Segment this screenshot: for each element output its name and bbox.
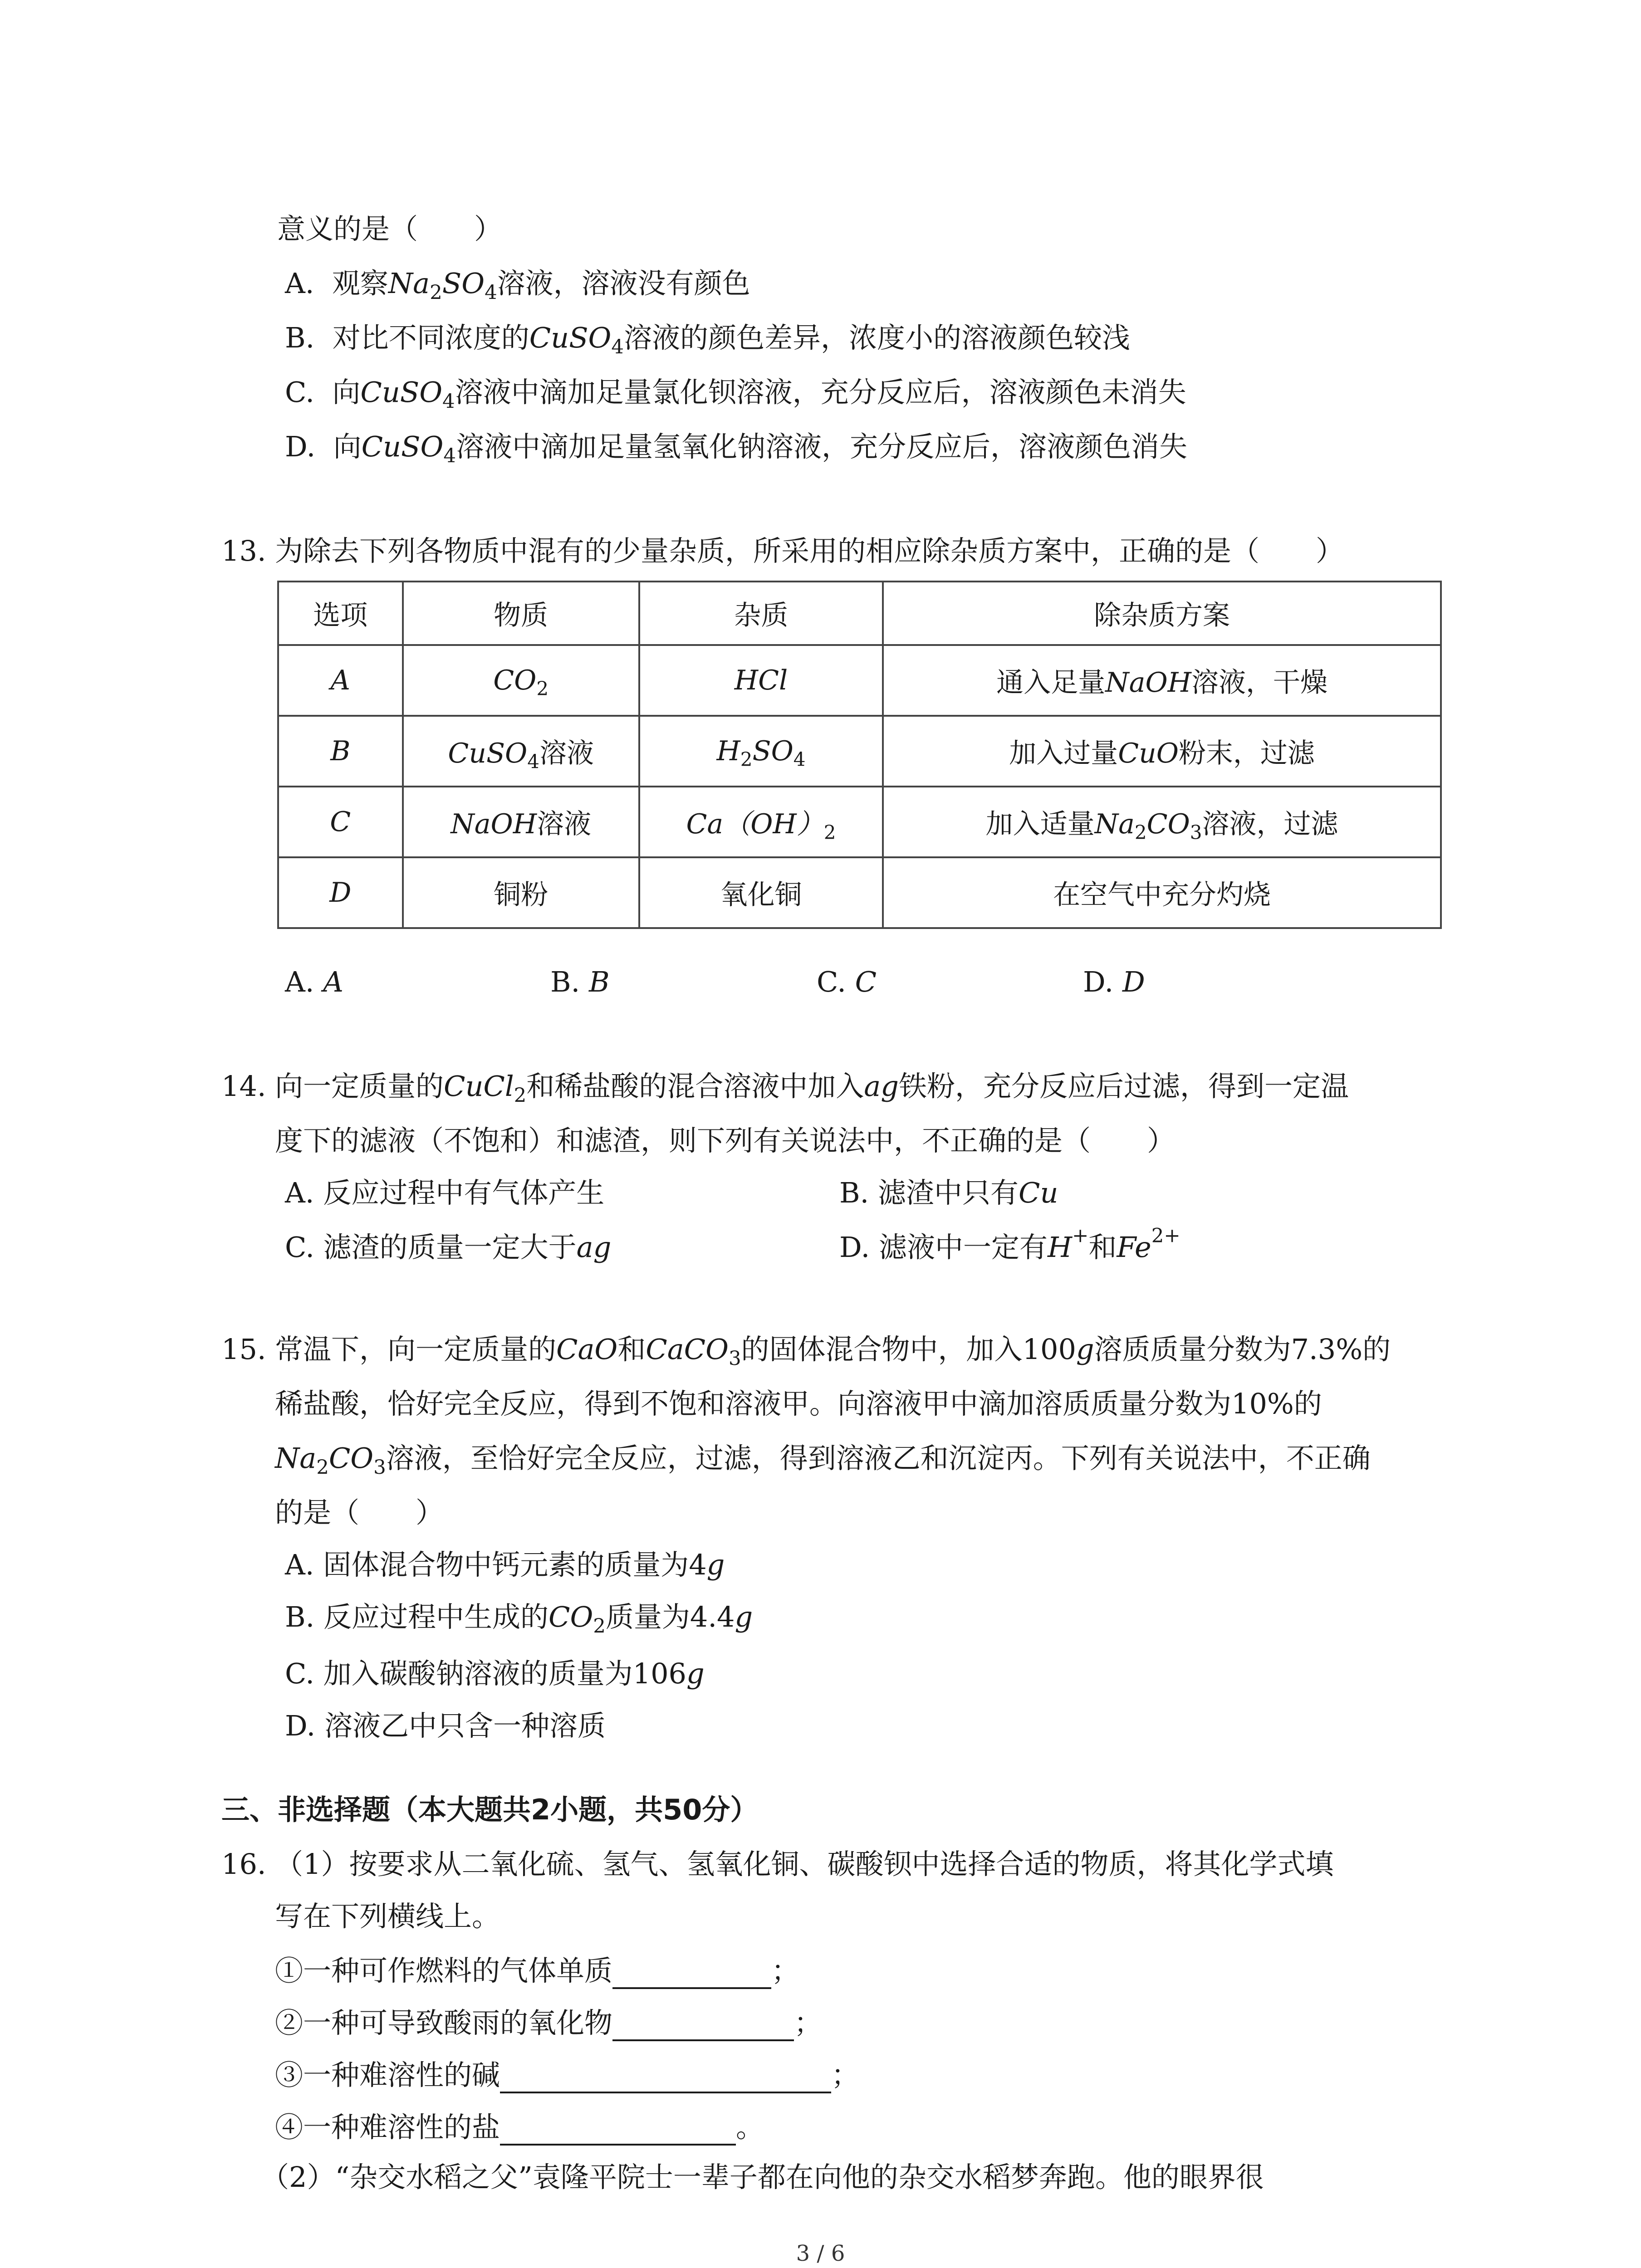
subscript: 4 bbox=[442, 390, 455, 413]
q15-option-c[interactable]: C. 加入碳酸钠溶液的质量为106g bbox=[285, 1657, 705, 1690]
cell-impurity: 氧化铜 bbox=[639, 857, 883, 928]
answer-blank[interactable] bbox=[612, 2014, 794, 2041]
q15-stem-line2: 稀盐酸，恰好完全反应，得到不饱和溶液甲。向溶液甲中滴加溶质质量分数为10%的 bbox=[275, 1387, 1322, 1420]
header-option: 选项 bbox=[278, 582, 403, 645]
cell-substance: $CO_2$ bbox=[403, 645, 639, 716]
option-letter: D. bbox=[285, 430, 316, 463]
table-header-row bbox=[278, 582, 1441, 645]
answer-blank[interactable] bbox=[500, 2066, 831, 2093]
cell-impurity: HCl bbox=[639, 645, 883, 716]
option-letter: C. bbox=[285, 376, 314, 409]
question-text: 为除去下列各物质中混有的少量杂质，所采用的相应除杂质方案中，正确的是（ ） bbox=[275, 534, 1344, 567]
q14-option-b[interactable]: B. 滤渣中只有Cu bbox=[839, 1176, 1058, 1209]
table-row bbox=[278, 716, 1441, 787]
header-plan: 除杂质方案 bbox=[883, 582, 1441, 645]
option-text: 反应过程中有气体产生 bbox=[323, 1176, 605, 1209]
cell-option: B bbox=[278, 716, 403, 787]
formula: CuSO bbox=[360, 376, 443, 409]
option-letter: B. bbox=[285, 1600, 315, 1633]
option-text: 对比不同浓度的 bbox=[332, 321, 529, 354]
q12-stem-tail: 意义的是（ ） bbox=[277, 212, 503, 245]
q15-stem-line1: 15. 常温下，向一定质量的CaO和CaCO$_3$的固体混合物中，加入100g溶质质量分数为7.3%的 bbox=[221, 1331, 1391, 1368]
option-text: 溶液中滴加足量氯化钡溶液，充分反应后，溶液颜色未消失 bbox=[455, 376, 1186, 409]
cell-plan: 在空气中充分灼烧 bbox=[883, 857, 1441, 928]
q13-stem bbox=[221, 533, 1344, 569]
table-row bbox=[278, 645, 1441, 716]
question-number: 16. bbox=[221, 1848, 266, 1881]
q14-option-c[interactable]: C. 滤渣的质量一定大于ag bbox=[285, 1231, 612, 1264]
section-heading: 三、非选择题（本大题共2小题，共50分） bbox=[221, 1793, 759, 1826]
option-text: 溶液中滴加足量氢氧化钠溶液，充分反应后，溶液颜色消失 bbox=[456, 430, 1187, 463]
option-letter: B. bbox=[839, 1176, 869, 1209]
q14-option-a[interactable] bbox=[285, 1175, 604, 1211]
q15-option-b[interactable]: B. 反应过程中生成的$CO_2$质量为4.4g bbox=[285, 1600, 753, 1638]
cell-impurity: $Ca(OH)_2$ bbox=[639, 787, 883, 857]
question-number: 15. bbox=[221, 1333, 266, 1366]
option-letter: A. bbox=[285, 965, 314, 998]
option-letter: A. bbox=[285, 1548, 314, 1581]
q13-answer-d[interactable] bbox=[1083, 964, 1145, 1000]
q16-item1: ①一种可作燃料的气体单质 ； bbox=[275, 1953, 799, 1989]
q16-item3: ③一种难溶性的碱 ； bbox=[275, 2057, 859, 2093]
q15-option-d[interactable] bbox=[285, 1708, 606, 1744]
cell-option: D bbox=[278, 857, 403, 928]
cell-plan: 加入过量CuO粉末，过滤 bbox=[883, 716, 1441, 787]
cell-plan: 通入足量NaOH溶液，干燥 bbox=[883, 645, 1441, 716]
q12-option-c[interactable] bbox=[285, 374, 1186, 411]
q14-stem-line2: 度下的滤液（不饱和）和滤渣，则下列有关说法中，不正确的是（ ） bbox=[275, 1124, 1176, 1157]
option-value: A bbox=[323, 965, 343, 998]
option-text: 溶液的颜色差异，浓度小的溶液颜色较浅 bbox=[624, 321, 1131, 354]
subscript: 4 bbox=[485, 281, 497, 304]
q14-option-d[interactable]: D. 滤液中一定有H+和$Fe^{2+}$ bbox=[839, 1224, 1181, 1264]
q15-stem-line3: $Na_2CO_3$溶液，至恰好完全反应，过滤，得到溶液乙和沉淀丙。下列有关说法中，不正确 bbox=[275, 1442, 1371, 1479]
answer-blank[interactable] bbox=[500, 2118, 736, 2146]
page-number: 3 / 6 bbox=[796, 2241, 845, 2266]
option-text: 向 bbox=[332, 376, 361, 409]
q12-option-d[interactable] bbox=[285, 429, 1187, 468]
q16-line2: 写在下列横线上。 bbox=[275, 1900, 500, 1933]
question-number: 14. bbox=[221, 1070, 266, 1103]
table-row bbox=[278, 857, 1441, 928]
cell-substance: 铜粉 bbox=[403, 857, 639, 928]
q16-item4: ④一种难溶性的盐 。 bbox=[275, 2109, 764, 2146]
formula: CuSO bbox=[361, 430, 444, 463]
q16-line1: 16. （1）按要求从二氧化硫、氢气、氢氧化铜、碳酸钡中选择合适的物质，将其化学式填 bbox=[221, 1846, 1333, 1882]
cell-option: A bbox=[278, 645, 403, 716]
q12-option-b[interactable] bbox=[285, 320, 1131, 359]
cell-substance: CuSO$_4$溶液 bbox=[403, 716, 639, 787]
option-letter: D. bbox=[285, 1709, 316, 1742]
formula: CuSO bbox=[529, 321, 612, 354]
option-text: 观察 bbox=[332, 267, 388, 300]
formula: SO bbox=[442, 267, 485, 300]
option-letter: B. bbox=[550, 965, 580, 998]
q13-answer-b[interactable] bbox=[550, 964, 610, 1000]
header-impurity: 杂质 bbox=[639, 582, 883, 645]
option-value: B bbox=[589, 965, 610, 998]
cell-substance: NaOH溶液 bbox=[403, 787, 639, 857]
answer-blank[interactable] bbox=[612, 1962, 771, 1989]
option-letter: D. bbox=[839, 1231, 870, 1264]
option-letter: C. bbox=[817, 965, 846, 998]
q14-stem-line1: 14. 向一定质量的CuCl$_2$和稀盐酸的混合溶液中加入ag铁粉，充分反应后过滤，得到一定温 bbox=[221, 1068, 1349, 1105]
purification-table bbox=[277, 581, 1442, 929]
option-text: 向 bbox=[333, 430, 362, 463]
cell-option: C bbox=[278, 787, 403, 857]
option-letter: A. bbox=[285, 267, 314, 300]
subscript: 4 bbox=[443, 445, 456, 468]
option-text: 溶液，溶液没有颜色 bbox=[497, 267, 750, 300]
q16-item2: ②一种可导致酸雨的氧化物 ； bbox=[275, 2005, 822, 2041]
q13-answer-c[interactable] bbox=[817, 964, 877, 1000]
option-letter: C. bbox=[285, 1657, 314, 1690]
q16-part2: （2）“杂交水稻之父”袁隆平院士一辈子都在向他的杂交水稻梦奔跑。他的眼界很 bbox=[261, 2160, 1264, 2194]
cell-impurity: $H_2SO_4$ bbox=[639, 716, 883, 787]
option-letter: C. bbox=[285, 1231, 314, 1264]
option-letter: A. bbox=[285, 1176, 314, 1209]
table-row bbox=[278, 787, 1441, 857]
option-value: D bbox=[1122, 965, 1145, 998]
option-letter: D. bbox=[1083, 965, 1114, 998]
q12-option-a[interactable] bbox=[285, 265, 750, 302]
subscript: 2 bbox=[430, 281, 442, 304]
subscript: 4 bbox=[611, 336, 624, 359]
formula: Na bbox=[388, 267, 430, 300]
q13-answer-a[interactable] bbox=[285, 964, 343, 1000]
option-text: 溶液乙中只含一种溶质 bbox=[324, 1709, 606, 1742]
header-substance: 物质 bbox=[403, 582, 639, 645]
cell-plan: 加入适量$Na_2CO_3$溶液，过滤 bbox=[883, 787, 1441, 857]
q15-option-a[interactable]: A. 固体混合物中钙元素的质量为4g bbox=[285, 1548, 725, 1581]
option-letter: B. bbox=[285, 321, 315, 354]
q15-stem-line4: 的是（ ） bbox=[275, 1496, 444, 1529]
question-number: 13. bbox=[221, 534, 266, 567]
option-value: C bbox=[855, 965, 877, 998]
